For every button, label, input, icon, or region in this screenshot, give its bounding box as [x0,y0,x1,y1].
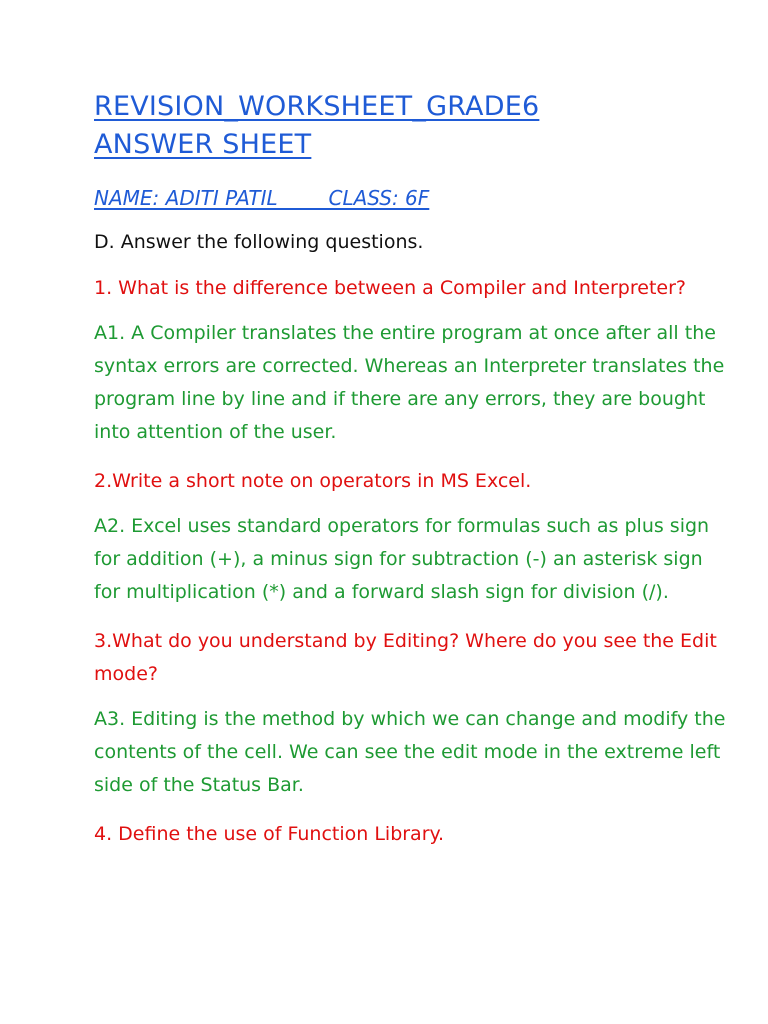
worksheet-content [94,88,734,851]
worksheet-title: REVISION_WORKSHEET_GRADE6 [94,91,540,122]
answer-3: A3. Editing is the method by which we can change and modify the contents of the cell. We can see the edit mode in the extreme left side of the Status Bar. [94,708,726,796]
question-2: 2.Write a short note on operators in MS Excel. [94,470,532,492]
question-4: 4. Define the use of Function Library. [94,823,445,845]
student-name-class: NAME: ADITI PATIL CLASS: 6F [94,186,430,210]
answer-2: A2. Excel uses standard operators for formulas such as plus sign for addition (+), a minus sign for subtraction (-) an asterisk sign for multiplication (*) and a forward slash sign for division (/). [94,515,710,603]
question-3: 3.What do you understand by Editing? Where do you see the Edit mode? [94,630,717,685]
answer-sheet-title: ANSWER SHEET [94,129,312,160]
answer-1: A1. A Compiler translates the entire program at once after all the syntax errors are corrected. Whereas an Interpreter translates the program line by line and if there are any errors, they are bought into attention of the user. [94,322,725,443]
question-1: 1. What is the difference between a Compiler and Interpreter? [94,277,686,299]
section-instruction: D. Answer the following questions. [94,231,424,253]
